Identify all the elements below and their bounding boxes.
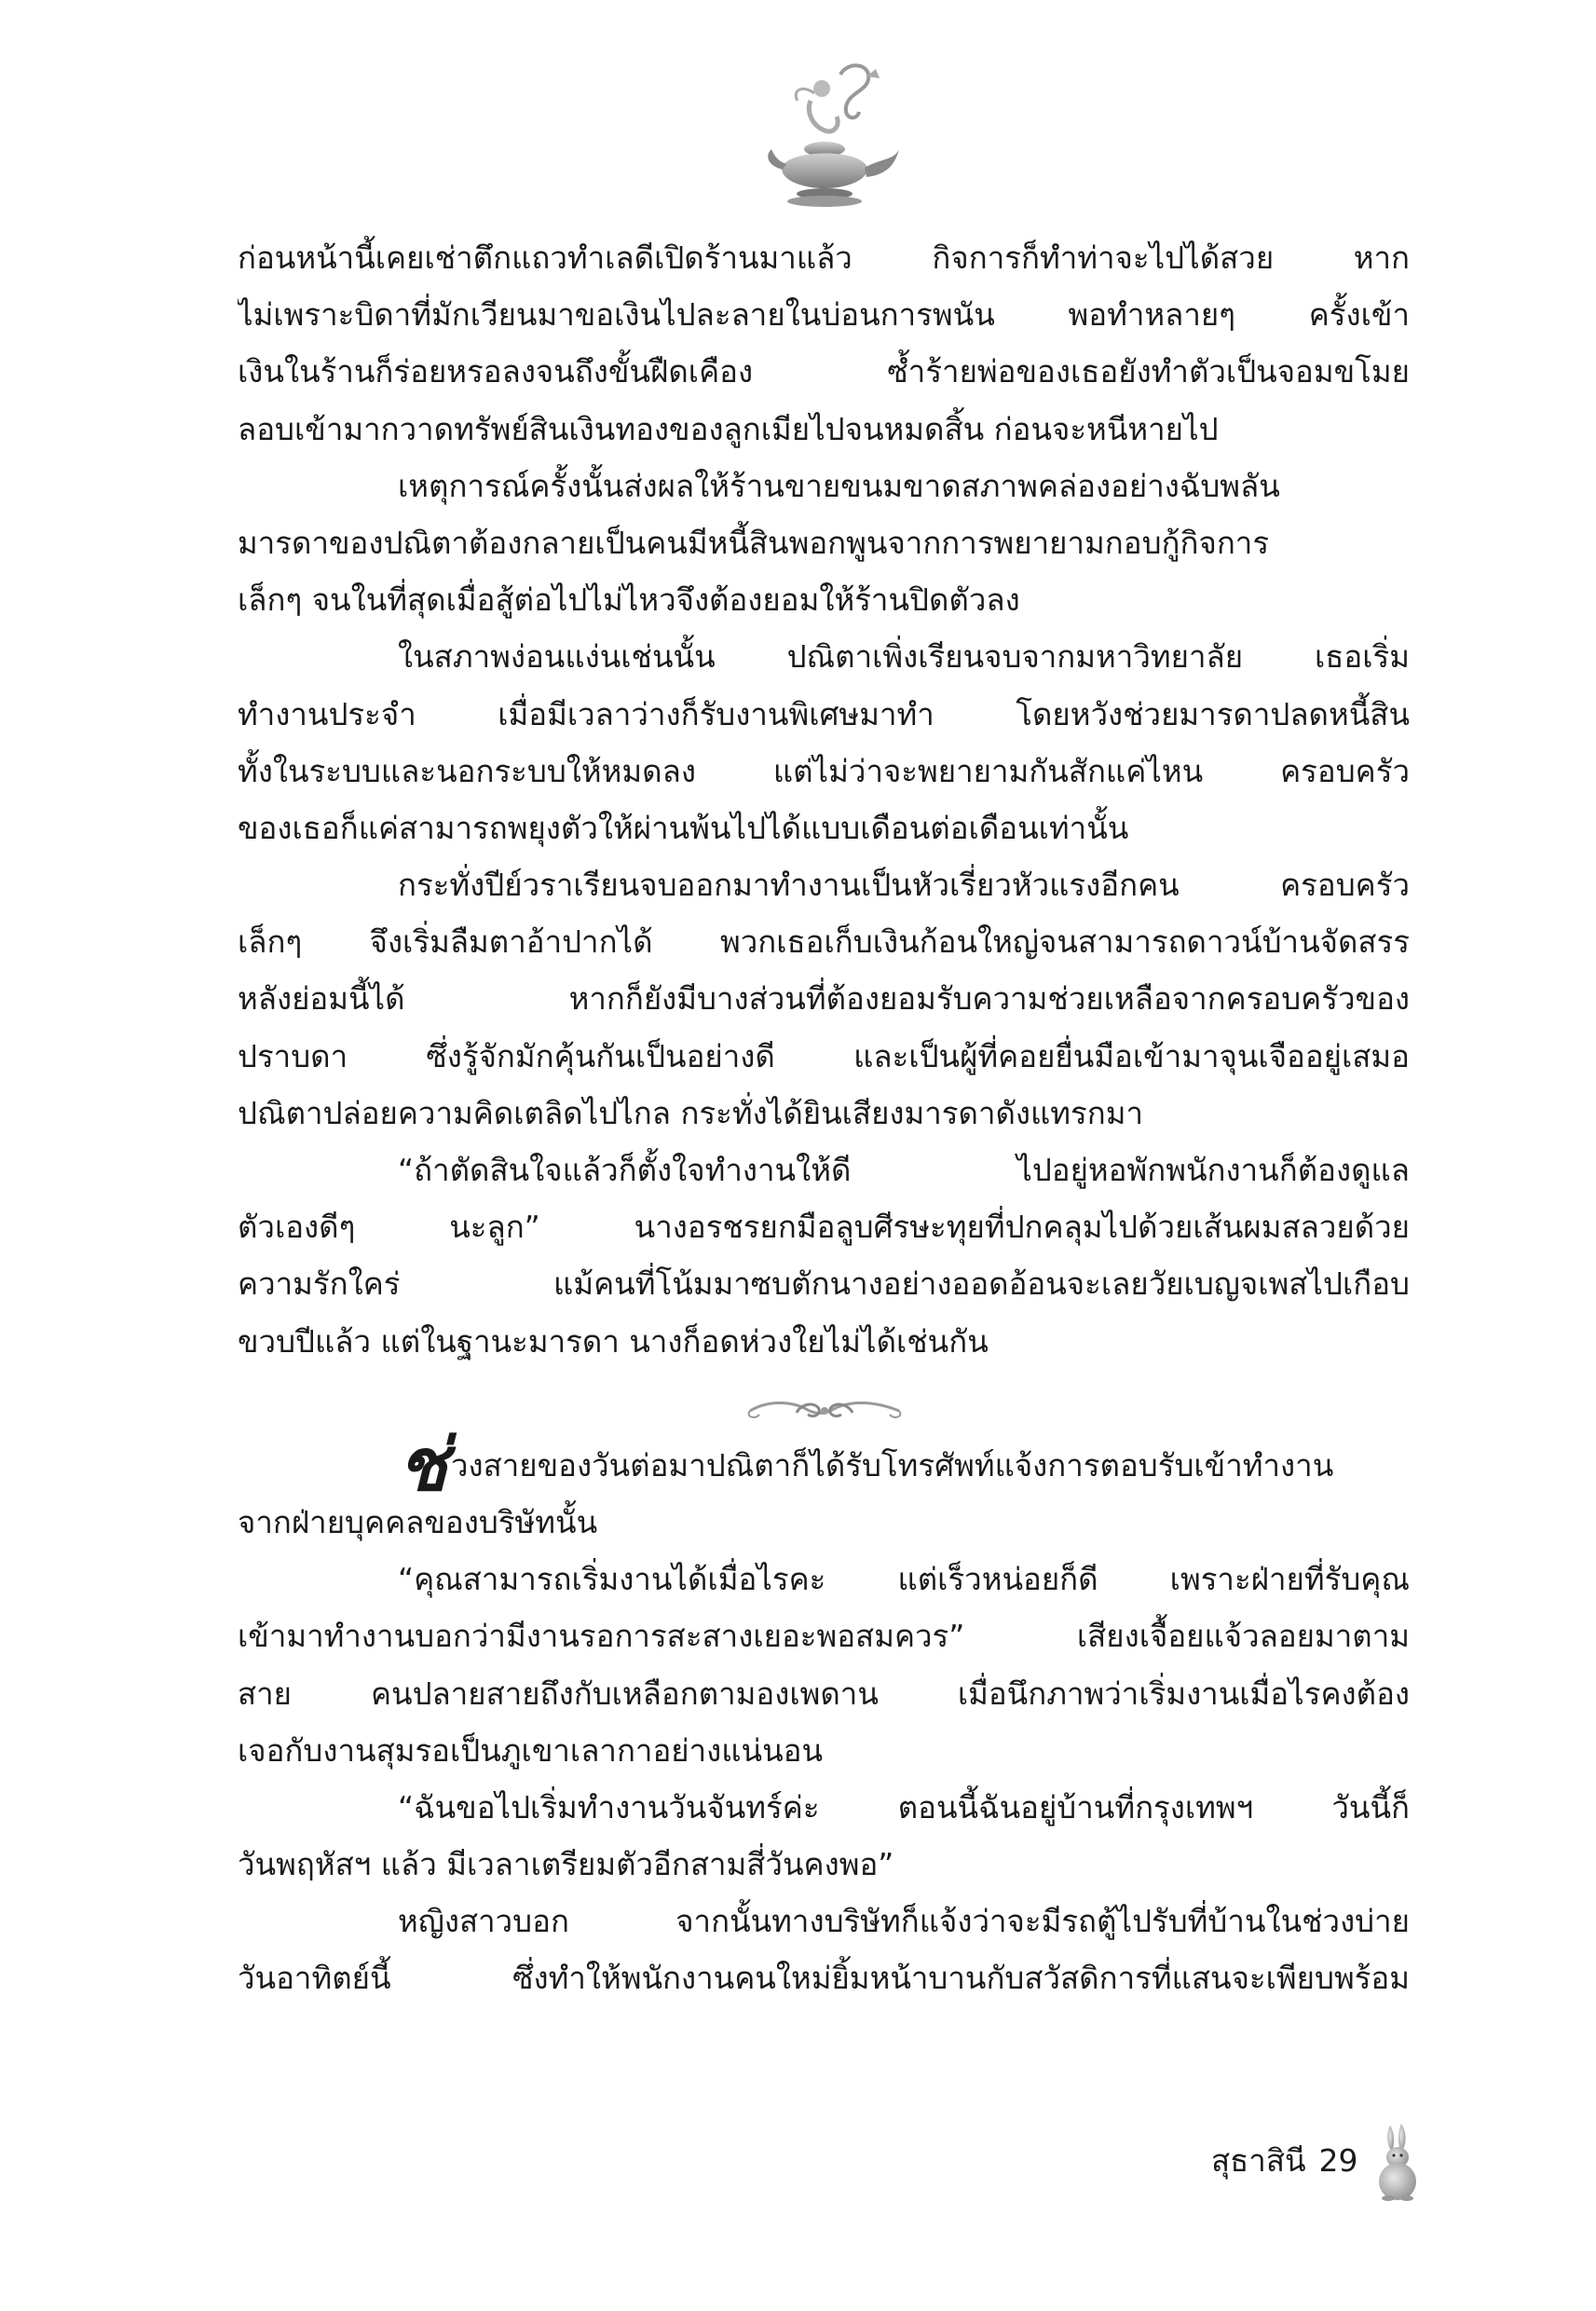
page-footer [1193,2129,1435,2204]
text-line: ความรักใคร่ แม้คนที่โน้มมาซบตักนางอย่างออดอ้อนจะเลยวัยเบญจเพสไปเกือบ [238,1265,1410,1303]
text-line: ก่อนหน้านี้เคยเช่าตึกแถวทำเลดีเปิดร้านมาแล้ว กิจการก็ทำท่าจะไปได้สวย หาก [238,239,1410,276]
genie-lamp-ornament-icon [755,56,904,214]
text-line: เข้ามาทำงานบอกว่ามีงานรอการสะสางเยอะพอสมควร” เสียงเจื้อยแจ้วลอยมาตาม [238,1618,1410,1655]
text-line: ทั้งในระบบและนอกระบบให้หมดลง แต่ไม่ว่าจะพยายามกันสักแค่ไหน ครอบครัว [238,752,1410,789]
body-text [238,229,1410,2007]
text-line: เล็กๆ จนในที่สุดเมื่อสู้ต่อไปไม่ไหวจึงต้องยอมให้ร้านปิดตัวลง [238,581,1020,619]
text-line: ในสภาพง่อนแง่นเช่นนั้น ปณิตาเพิ่งเรียนจบจากมหาวิทยาลัย เธอเริ่ม [398,638,1410,676]
text-line: จากฝ่ายบุคคลของบริษัทนั้น [238,1503,598,1540]
text-fragment: วงสายของวันต่อมาปณิตาก็ได้รับโทรศัพท์แจ้งการตอบรับเข้าทำงาน [450,1446,1334,1484]
dropcap-line [238,1422,1410,1508]
book-title: สุธาสินี [1211,2142,1306,2179]
text-line: “ถ้าตัดสินใจแล้วก็ตั้งใจทำงานให้ดี ไปอยู่หอพักพนักงานก็ต้องดูแล [398,1152,1410,1188]
text-line: หลังย่อมนี้ได้ หากก็ยังมีบางส่วนที่ต้องยอมรับความช่วยเหลือจากครอบครัวของ [238,980,1410,1018]
text-line: ของเธอก็แค่สามารถพยุงตัวให้ผ่านพ้นไปได้แบบเดือนต่อเดือนเท่านั้น [238,809,1129,846]
text-line: ปณิตาปล่อยความคิดเตลิดไปไกล กระทั่งได้ยินเสียงมารดาดังแทรกมา [238,1094,1144,1131]
text-line: ไม่เพราะบิดาที่มักเวียนมาขอเงินไปละลายในบ่อนการพนัน พอทำหลายๆ ครั้งเข้า [238,296,1410,334]
drop-cap: ช่ [398,1422,447,1508]
footer-text [1211,2142,1358,2180]
text-line: วันอาทิตย์นี้ ซึ่งทำให้พนักงานคนใหม่ยิ้มหน้าบานกับสวัสดิการที่แสนจะเพียบพร้อม [238,1960,1410,1997]
scroll-flourish-divider-icon [741,1390,908,1428]
rabbit-icon [1370,2122,1425,2202]
text-line: “คุณสามารถเริ่มงานได้เมื่อไรคะ แต่เร็วหน่อยก็ดี เพราะฝ่ายที่รับคุณ [398,1561,1410,1598]
text-line: สาย คนปลายสายถึงกับเหลือกตามองเพดาน เมื่อนึกภาพว่าเริ่มงานเมื่อไรคงต้อง [238,1675,1410,1712]
text-line: เงินในร้านก็ร่อยหรอลงจนถึงขั้นฝืดเคือง ซ้ำร้ายพ่อของเธอยังทำตัวเป็นจอมขโมย [238,353,1410,390]
text-line: เล็กๆ จึงเริ่มลืมตาอ้าปากได้ พวกเธอเก็บเงินก้อนใหญ่จนสามารถดาวน์บ้านจัดสรร [238,923,1410,961]
text-line: เหตุการณ์ครั้งนั้นส่งผลให้ร้านขายขนมขาดสภาพคล่องอย่างฉับพลัน [398,467,1280,504]
page-number: 29 [1318,2142,1358,2179]
text-line: ลอบเข้ามากวาดทรัพย์สินเงินทองของลูกเมียไปจนหมดสิ้น ก่อนจะหนีหายไป [238,410,1219,447]
text-line: เจอกับงานสุมรอเป็นภูเขาเลากาอย่างแน่นอน [238,1731,824,1769]
text-line: หญิงสาวบอก จากนั้นทางบริษัทก็แจ้งว่าจะมีรถตู้ไปรับที่บ้านในช่วงบ่าย [398,1903,1410,1940]
text-line: มารดาของปณิตาต้องกลายเป็นคนมีหนี้สินพอกพูนจากการพยายามกอบกู้กิจการ [238,524,1270,561]
text-line: ขวบปีแล้ว แต่ในฐานะมารดา นางก็อดห่วงใยไม่ได้เช่นกัน [238,1322,989,1360]
text-line: “ฉันขอไปเริ่มทำงานวันจันทร์ค่ะ ตอนนี้ฉันอยู่บ้านที่กรุงเทพฯ วันนี้ก็ [398,1788,1410,1826]
text-line: ตัวเองดีๆ นะลูก” นางอรชรยกมือลูบศีรษะทุยที่ปกคลุมไปด้วยเส้นผมสลวยด้วย [238,1209,1410,1246]
text-line: ทำงานประจำ เมื่อมีเวลาว่างก็รับงานพิเศษมาทำ โดยหวังช่วยมารดาปลดหนี้สิน [238,695,1410,732]
text-line: กระทั่งปีย์วราเรียนจบออกมาทำงานเป็นหัวเรี่ยวหัวแรงอีกคน ครอบครัว [398,867,1410,904]
text-line: ปราบดา ซึ่งรู้จักมักคุ้นกันเป็นอย่างดี และเป็นผู้ที่คอยยื่นมือเข้ามาจุนเจืออยู่เสมอ [238,1037,1410,1074]
text-line: วันพฤหัสฯ แล้ว มีเวลาเตรียมตัวอีกสามสี่วันคงพอ” [238,1846,894,1883]
